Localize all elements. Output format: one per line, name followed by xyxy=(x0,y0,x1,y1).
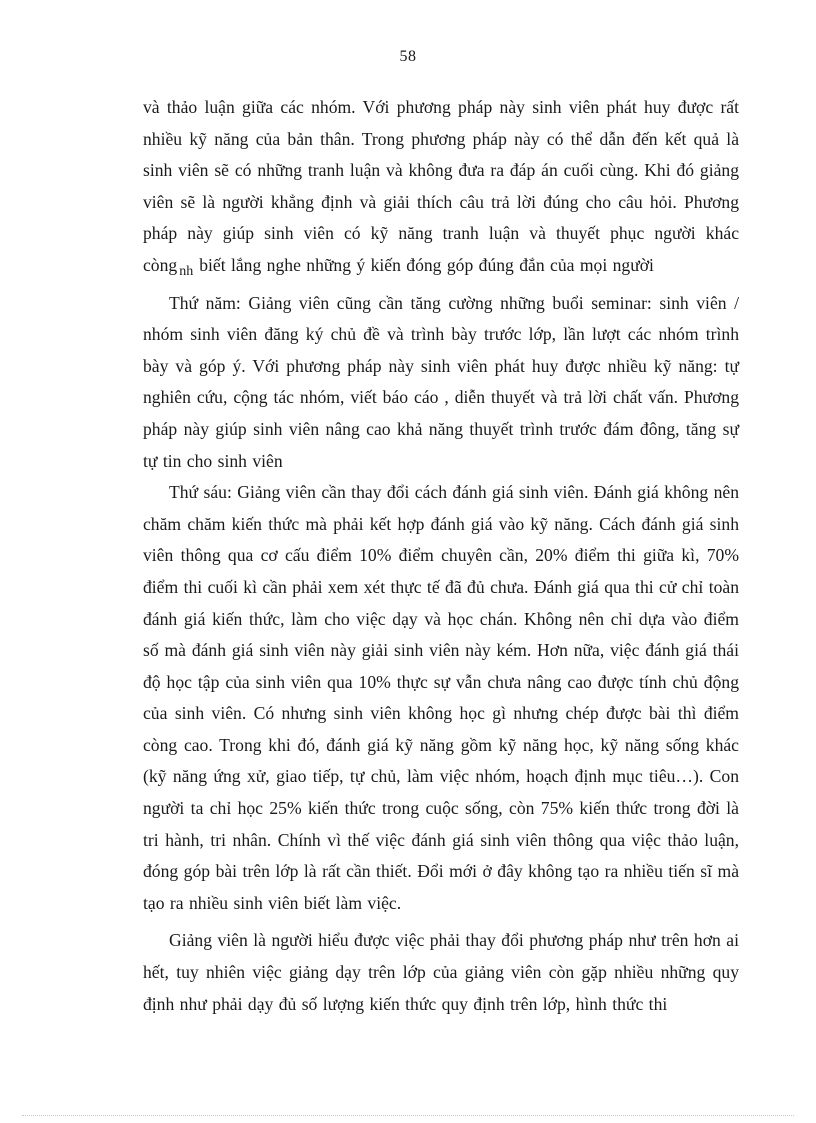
paragraph-thu-nam: Thứ năm: Giảng viên cũng cần tăng cường những buổi seminar: sinh viên / nhóm sinh viên đăng ký chủ đề và trình bày trước lớp, lần lượt các nhóm trình bày và góp ý. Với phương pháp này sinh viên phát huy được nhiều kỹ năng: tự nghiên cứu, cộng tác nhóm, viết báo cáo , diễn thuyết và trả lời chất vấn. Phương pháp này giúp sinh viên nâng cao khả năng thuyết trình trước đám đông, tăng sự tự tin cho sinh viên xyxy=(143,292,739,471)
paragraph-giang-vien: Giảng viên là người hiểu được việc phải thay đổi phương pháp như trên hơn ai hết, tuy nhiên việc giảng dạy trên lớp của giảng viên còn gặp nhiều những quy định như phải dạy đủ số lượng kiến thức quy định trên lớp, hình thức thi xyxy=(143,930,739,1014)
subscript-fragment: nh xyxy=(179,263,194,279)
paragraph-text: và thảo luận giữa các nhóm. Với phương pháp này sinh viên phát huy được rất nhiều kỹ năng của bản thân. Trong phương pháp này có thể dẫn đến kết quả là sinh viên sẽ có những tranh luận và không đưa ra đáp án cuối cùng. Khi đó giảng viên sẽ là người khẳng định và giải thích câu trả lời đúng cho câu hỏi. Phương pháp này giúp sinh viên có kỹ năng tranh luận và thuyết phục người khác còng xyxy=(143,97,739,275)
page-number: 58 xyxy=(399,48,417,65)
paragraph-continuation xyxy=(143,92,739,288)
document-body xyxy=(143,92,739,1020)
page-bottom-divider xyxy=(22,1115,794,1116)
paragraph-thu-sau: Thứ sáu: Giảng viên cần thay đổi cách đánh giá sinh viên. Đánh giá không nên chăm chăm kiến thức mà phải kết hợp đánh giá vào kỹ năng. Cách đánh giá sinh viên thông qua cơ cấu điểm 10% điểm chuyên cần, 20% điểm thi giữa kì, 70% điểm thi cuối kì cần phải xem xét thực tế đã đủ chưa. Đánh giá qua thi cử chỉ toàn đánh giá kiến thức, làm cho việc dạy và học chán. Không nên chỉ dựa vào điểm số mà đánh giá sinh viên này giải sinh viên này kém. Hơn nữa, việc đánh giá thái độ học tập của sinh viên qua 10% thực sự vẫn chưa nâng cao được tính chủ động của sinh viên. Có nhưng sinh viên không học gì nhưng chép được bài thì điểm còng cao. Trong khi đó, đánh giá kỹ năng gồm kỹ năng học, kỹ năng sống khác (kỹ năng ứng xử, giao tiếp, tự chủ, làm việc nhóm, hoạch định mục tiêu…). Con người ta chỉ học 25% kiến thức trong cuộc sống, còn 75% kiến thức trong đời là tri hành, tri nhân. Chính vì thế việc đánh giá sinh viên thông qua việc thảo luận, đóng góp bài trên lớp là rất cần thiết. Đổi mới ở đây không tạo ra nhiều tiến sĩ mà tạo ra nhiều sinh viên biết làm việc. xyxy=(143,482,739,913)
paragraph-tail: biết lắng nghe những ý kiến đóng góp đúng đắn của mọi người xyxy=(199,254,654,275)
